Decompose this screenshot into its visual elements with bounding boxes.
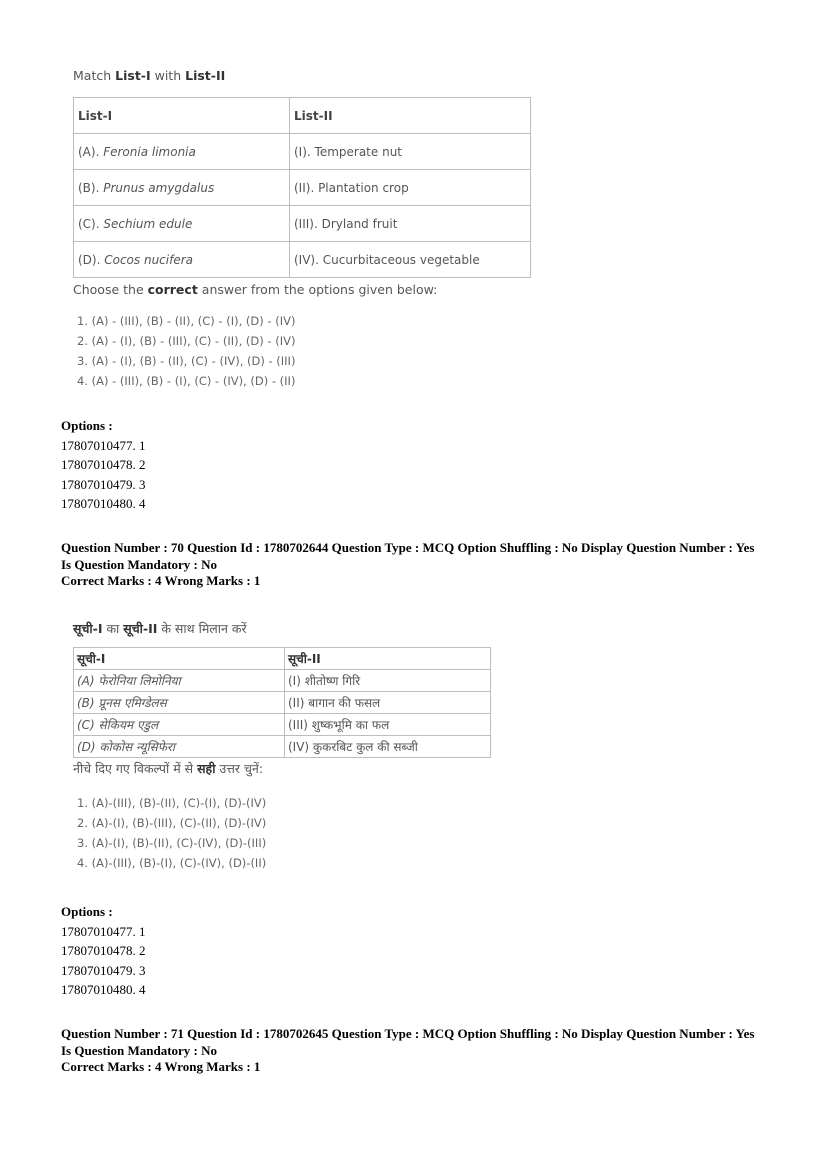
question-info-line: Question Number : 71 Question Id : 1780702645 Question Type : MCQ Option Shuffling : No Display Question Number : Yes	[61, 1026, 755, 1041]
choose-instruction: नीचे दिए गए विकल्पों में से सही उत्तर चुनें:	[73, 761, 264, 776]
option-item: 17807010480. 4	[61, 982, 146, 997]
answer-choice: 4. (A)-(III), (B)-(I), (C)-(IV), (D)-(II)	[77, 856, 267, 870]
marks-line: Correct Marks : 4 Wrong Marks : 1	[61, 573, 261, 588]
option-item: 17807010478. 2	[61, 457, 146, 472]
match-table	[73, 97, 531, 278]
question-69-image	[73, 68, 543, 391]
table-header-cell: List-II	[290, 98, 531, 134]
question-70-image	[73, 620, 503, 873]
table-row	[74, 206, 531, 242]
answer-choice: 4. (A) - (III), (B) - (I), (C) - (IV), (D) - (II)	[77, 374, 296, 388]
answer-choice: 3. (A) - (I), (B) - (II), (C) - (IV), (D) - (III)	[77, 354, 296, 368]
question-69-instruction: Match List-I with List-II	[73, 68, 226, 83]
table-cell: (I) शीतोष्ण गिरि	[285, 670, 491, 692]
table-row	[74, 170, 531, 206]
table-cell: (IV) कुकरबिट कुल की सब्जी	[285, 736, 491, 758]
table-header-row	[74, 98, 531, 134]
table-cell: (C) सेकियम एडुल	[74, 714, 285, 736]
answer-choice: 1. (A) - (III), (B) - (II), (C) - (I), (D) - (IV)	[77, 314, 296, 328]
table-header-cell: सूची-II	[285, 648, 491, 670]
table-cell: (A) फेरोनिया लिमोनिया	[74, 670, 285, 692]
mandatory-line: Is Question Mandatory : No	[61, 1042, 218, 1058]
question-info-line: Question Number : 70 Question Id : 1780702644 Question Type : MCQ Option Shuffling : No Display Question Number : Yes	[61, 540, 755, 555]
table-row	[74, 692, 491, 714]
table-cell: (I). Temperate nut	[290, 134, 531, 170]
question-71-meta	[61, 1026, 821, 1076]
answer-choice: 2. (A)-(I), (B)-(III), (C)-(II), (D)-(IV)	[77, 816, 267, 830]
table-header-row	[74, 648, 491, 670]
option-item: 17807010477. 1	[61, 923, 146, 939]
choose-instruction: Choose the correct answer from the options given below:	[73, 282, 438, 297]
table-cell: (II) बागान की फसल	[285, 692, 491, 714]
answer-choices	[73, 311, 543, 391]
table-cell: (B) प्रूनस एमिग्डेलस	[74, 692, 285, 714]
option-item: 17807010479. 3	[61, 476, 146, 492]
table-row	[74, 134, 531, 170]
table-row	[74, 714, 491, 736]
option-item: 17807010480. 4	[61, 496, 146, 511]
table-cell: (C). Sechium edule	[74, 206, 290, 242]
table-row	[74, 736, 491, 758]
options-label: Options :	[61, 904, 113, 919]
table-cell: (D). Cocos nucifera	[74, 242, 290, 278]
question-70-options	[61, 902, 146, 1000]
option-item: 17807010479. 3	[61, 962, 146, 978]
table-header-cell: List-I	[74, 98, 290, 134]
option-item: 17807010478. 2	[61, 943, 146, 958]
answer-choice: 1. (A)-(III), (B)-(II), (C)-(I), (D)-(IV)	[77, 796, 267, 810]
mandatory-line: Is Question Mandatory : No	[61, 556, 218, 572]
table-cell: (A). Feronia limonia	[74, 134, 290, 170]
option-item: 17807010477. 1	[61, 437, 146, 453]
table-cell: (D) कोकोस न्यूसिफेरा	[74, 736, 285, 758]
table-cell: (IV). Cucurbitaceous vegetable	[290, 242, 531, 278]
marks-line: Correct Marks : 4 Wrong Marks : 1	[61, 1059, 261, 1074]
table-row	[74, 670, 491, 692]
table-row	[74, 242, 531, 278]
question-70-meta	[61, 540, 821, 590]
question-70-instruction: सूची-I का सूची-II के साथ मिलान करें	[73, 621, 247, 636]
answer-choice: 3. (A)-(I), (B)-(II), (C)-(IV), (D)-(III)	[77, 836, 267, 850]
table-header-cell: सूची-I	[74, 648, 285, 670]
table-cell: (II). Plantation crop	[290, 170, 531, 206]
table-cell: (B). Prunus amygdalus	[74, 170, 290, 206]
options-label: Options :	[61, 418, 113, 433]
table-cell: (III) शुष्कभूमि का फल	[285, 714, 491, 736]
match-table	[73, 647, 491, 758]
answer-choice: 2. (A) - (I), (B) - (III), (C) - (II), (D) - (IV)	[77, 334, 296, 348]
question-69-options	[61, 416, 146, 514]
answer-choices	[73, 793, 503, 873]
table-cell: (III). Dryland fruit	[290, 206, 531, 242]
